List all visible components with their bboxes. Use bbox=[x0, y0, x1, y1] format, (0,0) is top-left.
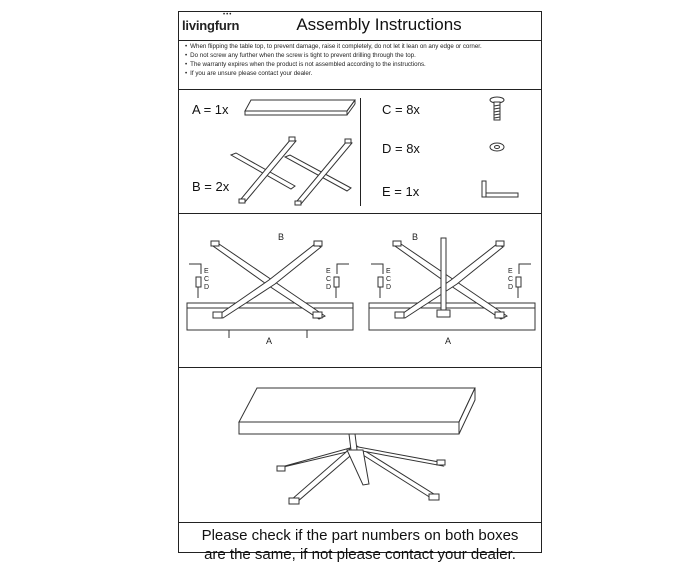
instruction-sheet bbox=[178, 11, 542, 563]
part-e-label: E = 1x bbox=[382, 184, 420, 199]
brand-mark: ••• bbox=[223, 12, 233, 18]
callout-c: C bbox=[204, 276, 210, 283]
washer-icon bbox=[489, 142, 507, 154]
table-top-a bbox=[187, 303, 353, 330]
assembled-table-top bbox=[239, 388, 475, 422]
top-label-a: A bbox=[445, 336, 452, 346]
part-a-label: A = 1x bbox=[192, 102, 229, 117]
svg-text:E: E bbox=[326, 268, 331, 275]
hardware-callout-right bbox=[508, 264, 531, 298]
footer-notice bbox=[179, 522, 541, 563]
note-item: • If you are unsure please contact your dealer. bbox=[185, 69, 482, 78]
hardware-callout-left bbox=[189, 264, 209, 298]
svg-text:D: D bbox=[508, 284, 514, 291]
note-item: • When flipping the table top, to prevent damage, raise it completely, do not let it lean on any edge or corner. bbox=[185, 42, 482, 51]
safety-notes bbox=[185, 42, 482, 78]
cross-leg-icon bbox=[231, 136, 359, 208]
footer-line-2: are the same, if not please contact your dealer. bbox=[204, 546, 516, 563]
table-top-icon bbox=[243, 98, 363, 122]
svg-text:C: C bbox=[386, 276, 392, 283]
page-title: Assembly Instructions bbox=[296, 15, 462, 34]
screw-icon bbox=[488, 96, 508, 124]
parts-list-panel bbox=[179, 89, 541, 213]
step-1b-diagram bbox=[365, 228, 541, 348]
svg-text:E: E bbox=[508, 268, 513, 275]
svg-text:C: C bbox=[326, 276, 332, 283]
leg-label-b: B bbox=[412, 232, 419, 242]
footer-line-1: Please check if the part numbers on both boxes bbox=[201, 527, 519, 544]
top-label-a: A bbox=[266, 336, 273, 346]
allen-key-icon bbox=[479, 178, 525, 204]
callout-d: D bbox=[204, 284, 210, 291]
step-1a-diagram bbox=[183, 228, 359, 348]
step-2-panel bbox=[179, 367, 541, 522]
note-item: • Do not screw any further when the screw is tight to prevent drilling through the top. bbox=[185, 51, 482, 60]
part-c-label: C = 8x bbox=[382, 102, 420, 117]
part-b-label: B = 2x bbox=[192, 179, 230, 194]
hardware-callout-left bbox=[371, 264, 391, 298]
header bbox=[179, 12, 541, 41]
svg-text:E: E bbox=[386, 268, 391, 275]
brand-logo: livingfurn bbox=[182, 18, 240, 33]
hardware-callout-right bbox=[326, 264, 349, 298]
svg-text:C: C bbox=[508, 276, 514, 283]
part-d-label: D = 8x bbox=[382, 141, 420, 156]
leg-label-b: B bbox=[278, 232, 285, 242]
callout-e: E bbox=[204, 268, 209, 275]
assembled-table-diagram bbox=[237, 384, 487, 512]
note-item: • The warranty expires when the product is not assembled according to the instructions. bbox=[185, 60, 482, 69]
table-top-a bbox=[369, 303, 535, 330]
step-1-panel bbox=[179, 213, 541, 367]
svg-text:D: D bbox=[326, 284, 332, 291]
svg-text:D: D bbox=[386, 284, 392, 291]
